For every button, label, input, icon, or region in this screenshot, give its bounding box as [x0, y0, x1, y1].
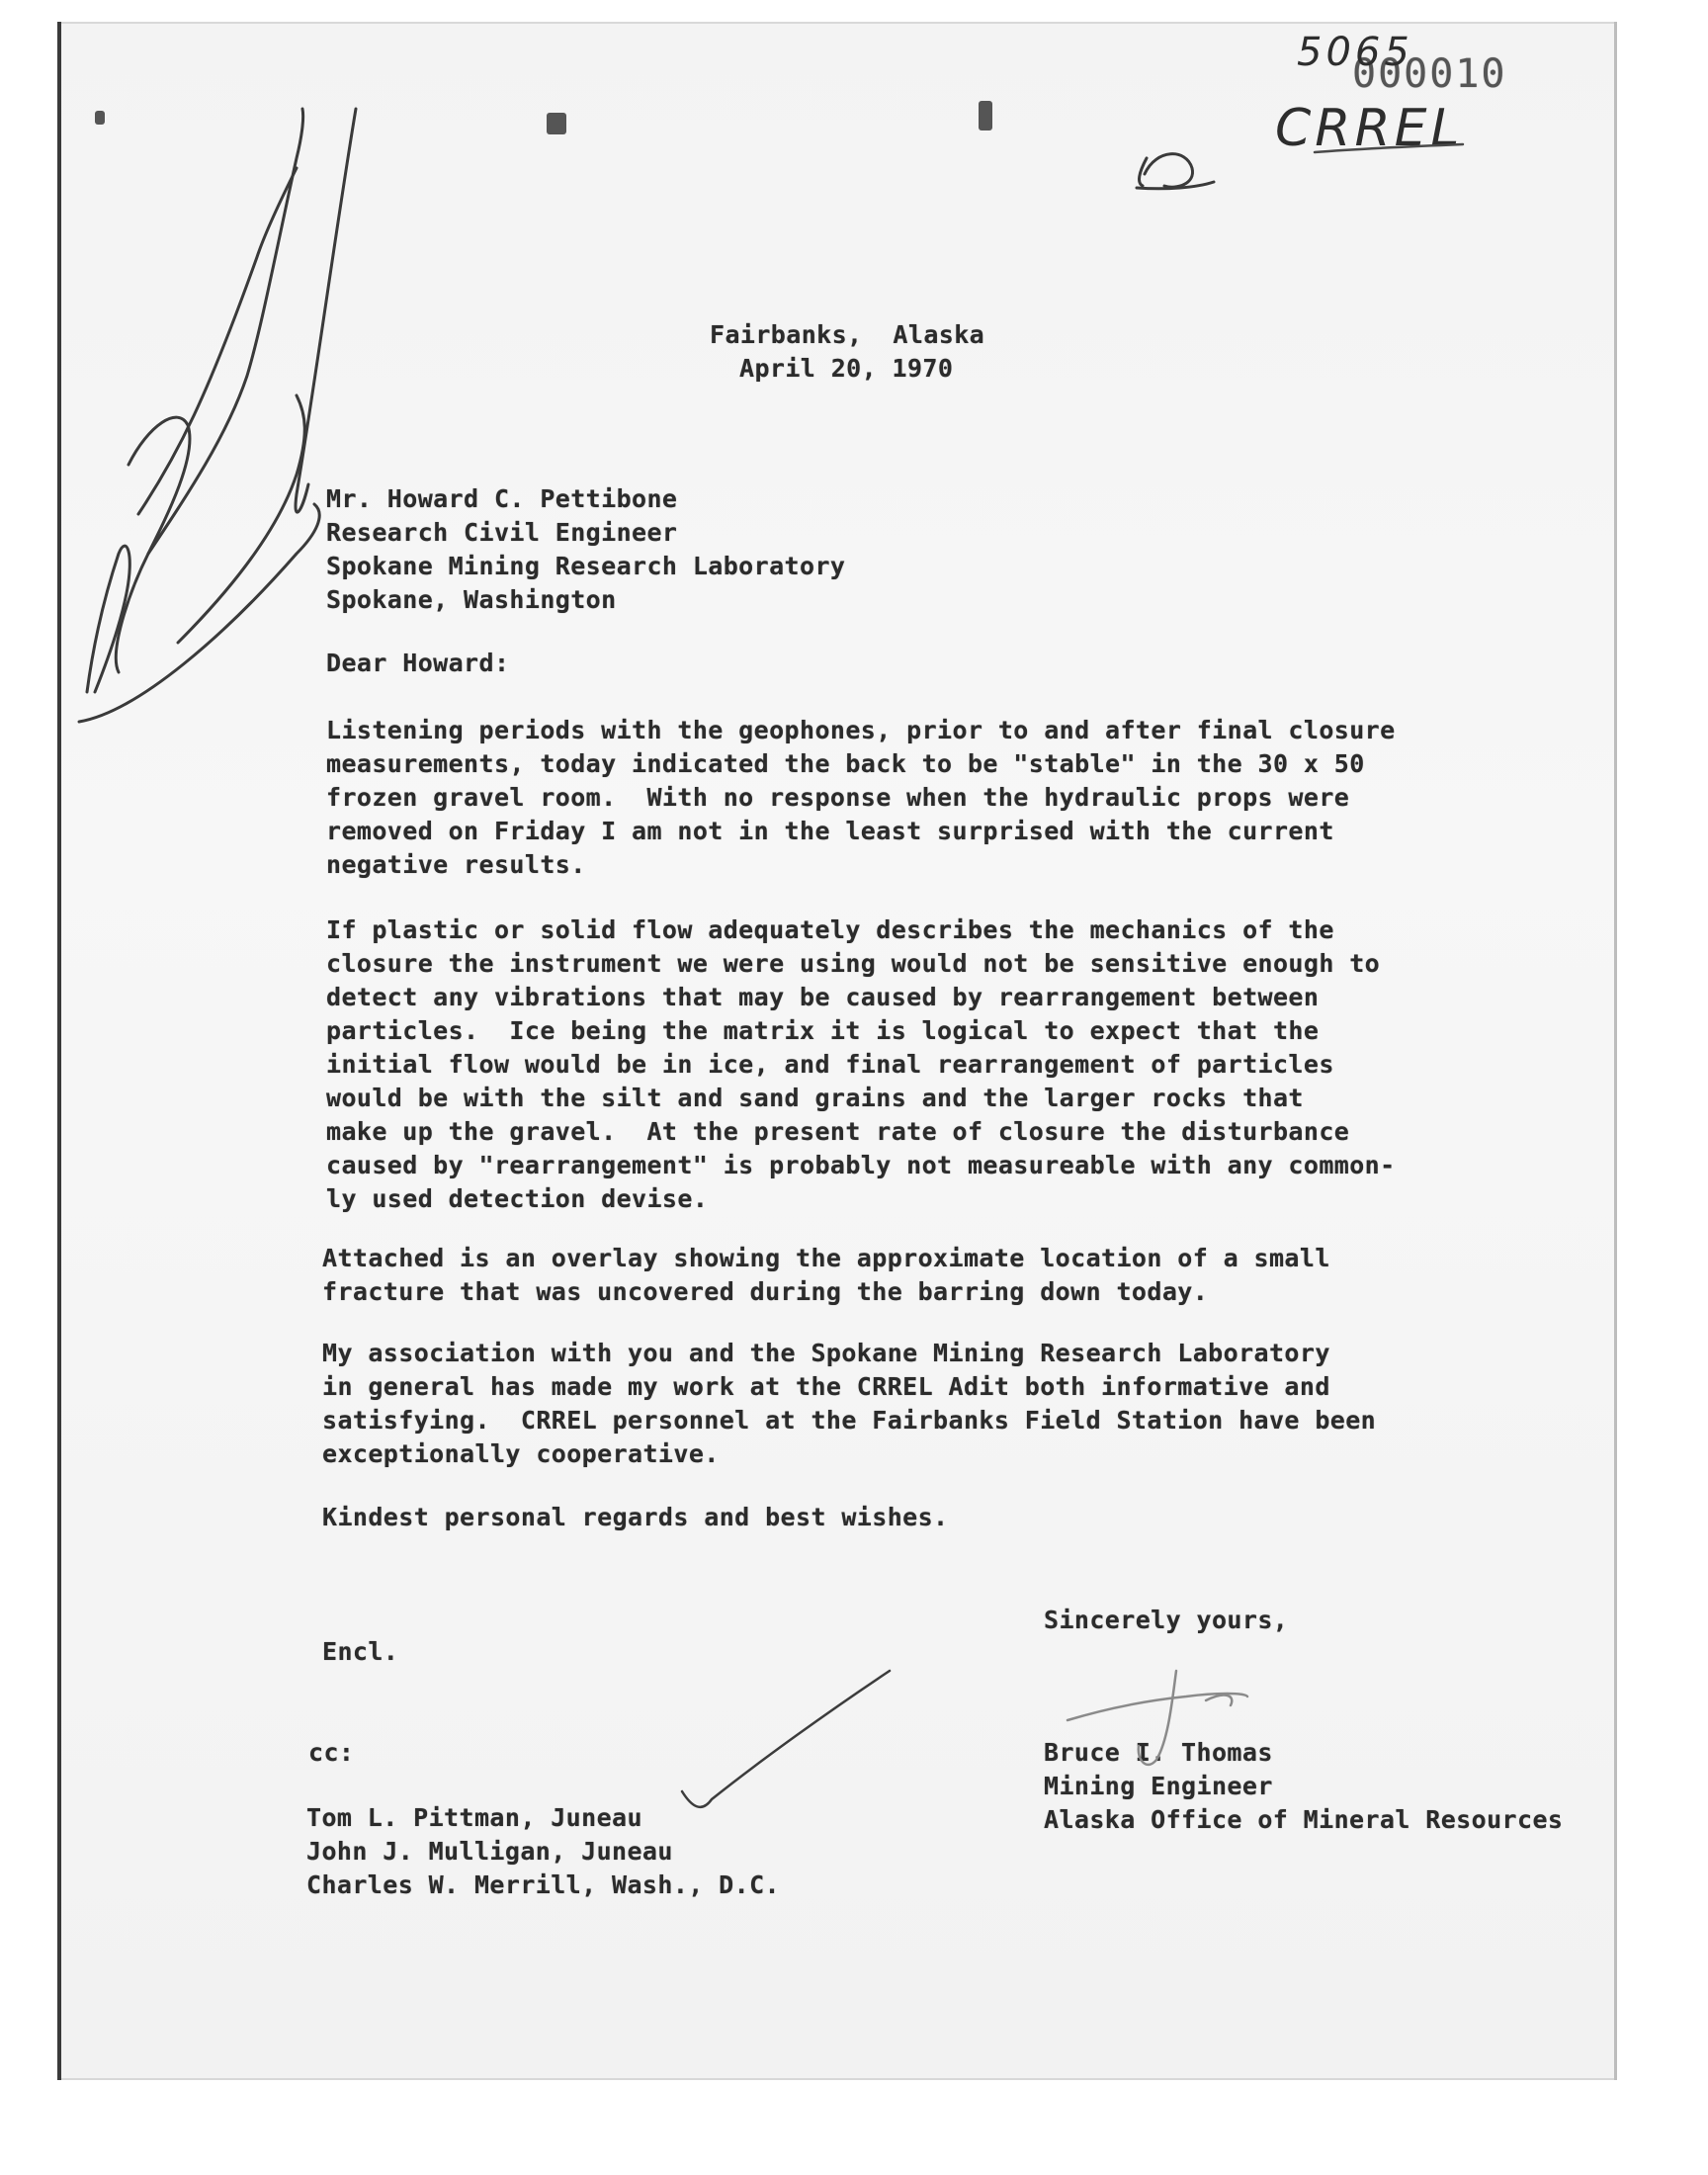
paragraph-line: Attached is an overlay showing the approximate location of a small — [322, 1244, 1330, 1272]
handwritten-initial-mark — [1137, 154, 1214, 189]
paragraph-line: particles. Ice being the matrix it is logical to expect that the — [326, 1016, 1320, 1045]
recipient-name: Mr. Howard C. Pettibone — [326, 484, 678, 513]
paragraph-line: in general has made my work at the CRREL Adit both informative and — [322, 1372, 1330, 1401]
paragraph-line: initial flow would be in ice, and final rearrangement of particles — [326, 1050, 1334, 1079]
paragraph-line: negative results. — [326, 850, 586, 879]
signer-title: Mining Engineer — [1044, 1772, 1273, 1800]
handwritten-crrel: CRREL — [1275, 99, 1464, 158]
paragraph-line: frozen gravel room. With no response when the hydraulic props were — [326, 783, 1350, 812]
place-line: Fairbanks, Alaska — [710, 320, 985, 349]
recipient-title: Research Civil Engineer — [326, 518, 678, 547]
cc-recipient: John J. Mulligan, Juneau — [306, 1837, 673, 1866]
paragraph-line: fracture that was uncovered during the barring down today. — [322, 1277, 1209, 1306]
paragraph-line: If plastic or solid flow adequately describes the mechanics of the — [326, 915, 1334, 944]
paragraph-line: My association with you and the Spokane Mining Research Laboratory — [322, 1339, 1330, 1367]
archive-stamp-number: 000010 — [1352, 51, 1507, 97]
paragraph-line: removed on Friday I am not in the least surprised with the current — [326, 817, 1334, 845]
signer-signature — [1068, 1671, 1247, 1765]
margin-signature — [79, 109, 356, 722]
recipient-city: Spokane, Washington — [326, 585, 617, 614]
paragraph-line: exceptionally cooperative. — [322, 1439, 720, 1468]
signer-name: Bruce I. Thomas — [1044, 1738, 1273, 1767]
paragraph-line: Listening periods with the geophones, prior to and after final closure — [326, 716, 1396, 744]
paragraph-line: ly used detection devise. — [326, 1184, 709, 1213]
handwritten-number: 5065 — [1297, 30, 1413, 75]
paragraph-line: make up the gravel. At the present rate of closure the disturbance — [326, 1117, 1350, 1146]
enclosure-note: Encl. — [322, 1637, 399, 1666]
recipient-organization: Spokane Mining Research Laboratory — [326, 552, 846, 580]
salutation: Dear Howard: — [326, 649, 510, 677]
paragraph-line: measurements, today indicated the back to be "stable" in the 30 x 50 — [326, 749, 1365, 778]
paragraph-line: satisfying. CRREL personnel at the Fairbanks Field Station have been — [322, 1406, 1377, 1435]
signer-office: Alaska Office of Mineral Resources — [1044, 1805, 1564, 1834]
date-line: April 20, 1970 — [739, 354, 954, 383]
cc-recipient: Tom L. Pittman, Juneau — [306, 1803, 642, 1832]
crrel-underline — [1315, 144, 1463, 152]
check-mark — [682, 1671, 890, 1807]
cc-recipient: Charles W. Merrill, Wash., D.C. — [306, 1870, 780, 1899]
paragraph-line: Kindest personal regards and best wishes. — [322, 1503, 949, 1531]
cc-label: cc: — [308, 1738, 355, 1767]
closing: Sincerely yours, — [1044, 1606, 1289, 1634]
paragraph-line: would be with the silt and sand grains and the larger rocks that — [326, 1084, 1304, 1112]
paragraph-line: detect any vibrations that may be caused by rearrangement between — [326, 983, 1320, 1011]
paragraph-line: closure the instrument we were using would not be sensitive enough to — [326, 949, 1381, 978]
paragraph-line: caused by "rearrangement" is probably not measureable with any common- — [326, 1151, 1396, 1179]
